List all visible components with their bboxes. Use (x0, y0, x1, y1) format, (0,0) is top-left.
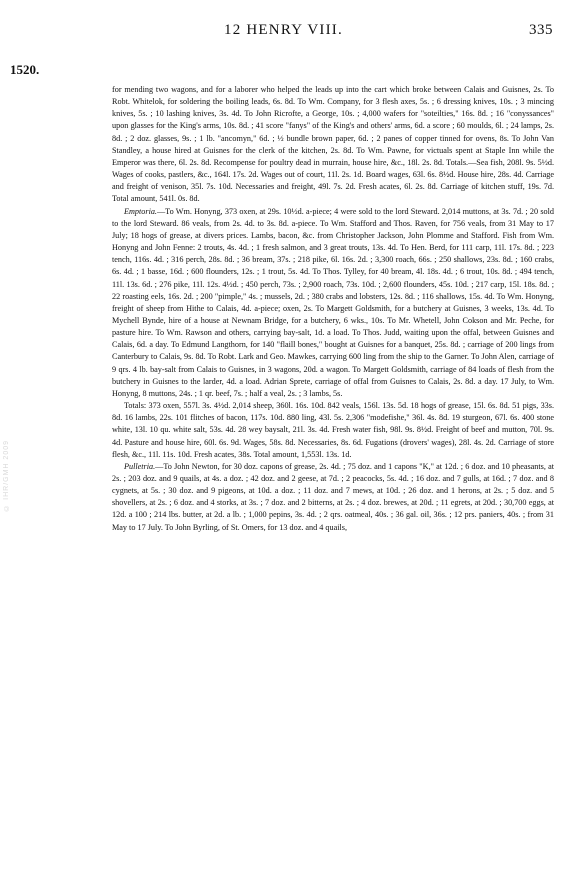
section-heading-emptoria: Emptoria. (124, 206, 157, 216)
section-heading-pulletria: Pulletria. (124, 461, 156, 471)
paragraph-text: —To John Newton, for 30 doz. capons of grease, 2s. 4d. ; 75 doz. and 1 capons "K," at 12d. ; 6 doz. and 10 pheasants, at 2s. ; 203 doz. and 9 quails, at 4s. a doz. ; 42 doz. and 2 geese, at 7d. ; 2 peacocks, 5s. 4d. ; 16 doz. and 7 gulls, at 16d. ; 7 doz. and 8 cygnets, at 5s. ; 30 doz. and 9 pigeons, at 10d. a doz. ; 11 doz. and 7 mews, at 10d. ; 26 doz. and 1 herons, at 2s. ; 5 doz. and 5 shovellers, at 2s. ; 6 doz. and 4 storks, at 3s. ; 7 doz. and 2 bitterns, at 2s. ; 4 doz. brewes, at 20d. ; 11 egrets, at 20d. ; 30,700 eggs, at 12d. a 100 ; 214 lbs. butter, at 2d. a lb. ; 1,000 pepins, 3s. 4d. ; 2 qrs. oatmeal, 40s. ; 36 gal. oil, 36s. ; 12 prs. paniers, 40s. ; from 31 May to 17 July. To John Byrling, of St. Omers, for 13 doz. and 4 quails, (112, 461, 554, 532)
watermark: © IHR/GMH 2009 (3, 440, 10, 511)
paragraph-kitchen-continued (112, 84, 554, 206)
paragraph-emptoria-totals (112, 400, 554, 461)
page-header (0, 12, 567, 52)
paragraph-pulletria (112, 461, 554, 534)
margin-year: 1520. (10, 62, 40, 77)
paragraph-emptoria (112, 206, 554, 401)
paragraph-text: for mending two wagons, and for a laborer who helped the leads up into the cart which broke between Calais and Guisnes, 2s. To Robt. Whitelok, for soldering the boiling leads, 6s. 8d. To Wm. Company, for 3 flesh axes, 5s. ; 6 dressing knives, 10s. ; 3 mincing knives, 5s. ; 10 lashing knives, 3s. 4d. To John Ricrofte, a George, 10s. ; 4,000 wafers for "soteilties," 16s. 8d. ; 16 "conyssances" upon glasses for the King's arms, 10s. 8d. ; 41 score "fanys" of the King's and others' arms, 6d. a score ; 60 moulds, 6l. ; 24 lamps, 2s. 8d. ; 2 doz. glasses, 9s. ; 1 lb. "ancomyn," 6d. ; ½ bundle brown paper, 6d. ; 2 panes of copper tinned for ovens, 8s. To John Van Standley, a house hired at Guisnes for the clerk of the kitchen, 2s. 8d. To Wm. Pawne, for victuals spent at Staple Inn while the Emperor was there, 6l. 2s. 8d. Recompense for poultry dead in murrain, house hire, &c., 18l. 2s. 8d. Totals.—Sea fish, 208l. 9s. 5½d. Wages of cooks, pastlers, &c., 164l. 17s. 2d. Wages out of court, 11l. 2s. 1d. Board wages, 63l. 6s. 8½d. House hire, 28s. 4d. Carriage and freight of venison, 35l. 7s. 10d. Necessaries and freight, 49l. 7s. 2d. Fresh acates, 6l. 2s. 8d. Carriage of kitchen stuff, 19s. 7d. Total amount, 541l. 0s. 8d. (112, 85, 554, 204)
running-title: 12 HENRY VIII. (224, 22, 343, 38)
paragraph-text: Totals: 373 oxen, 557l. 3s. 4½d. 2,014 sheep, 360l. 16s. 10d. 842 veals, 156l. 13s. 5d. 18 hogs of grease, 15l. 6s. 8d. 51 pigs, 33s. 8d. 16 lambs, 22s. 101 flitches of bacon, 117s. 10d. 880 ling, 43l. 5s. 2,306 "modefishe," 36l. 4s. 8d. 19 sturgeon, 67l. 6s. 400 stone white, 13l. 10 qu. white salt, 53s. 4d. 28 wey baysalt, 21l. 3s. 4d. Fresh water fish, 98l. 9s. 8½d. Freight of beef and mutton, 70l. 9s. 4d. Pasture and house hire, 60l. 6s. 9d. Wages, 58s. 8d. Necessaries, 8s. 6d. Fugations (drovers' wages), 28l. 4s. 2d. Carriage of store flesh, &c., 11l. 11s. 10d. Fresh acates, 38s. Total amount, 1,553l. 13s. 1d. (112, 401, 554, 459)
page-number: 335 (529, 22, 553, 38)
paragraph-text: —To Wm. Honyng, 373 oxen, at 29s. 10½d. a-piece; 4 were sold to the lord Steward. 2,014 muttons, at 3s. 7d. ; 20 sold to the lord Steward. 86 veals, from 2s. 4d. to 3s. 8d. a-piece. To Wm. Stafford and Thos. Raven, for 756 veals, from 31 May to 17 July; 18 hogs of grease, at divers prices. Lambs, bacon, &c. from Christopher Jackson, John Plomme and Stafford. Fish from Wm. Honyng and John Fenne: 2 trouts, 4s. 4d. ; 1 fresh salmon, and 3 great trouts, 13s. 4d. To Hen. Berd, for 111 carp, 11l. 17s. 8d. ; 223 tench, 116s. 4d. ; 316 perch, 28s. 8d. ; 36 bream, 37s. ; 218 pike, 6l. 16s. 2d. ; 3,300 roach, 66s. ; 250 shallows, 23s. 8d. ; 160 crabs, 6s. 4d. ; 1 basse, 16d. ; 600 flounders, 12s. ; 1 trout, 5s. 4d. To Thos. Tylley, for 40 bream, 4l. 18s. 4d. ; 6 trout, 10s. 8d. ; 494 tench, 11l. 13s. 6d. ; 276 pike, 11l. 12s. 4½d. ; 450 perch, 73s. ; 2,900 roach, 73s. 10d. ; 2,600 flounders, 45s. 10d. ; 217 carp, 15l. 18s. 8d. ; 22 roasting eels, 16s. 2d. ; 200 "pimple," 4s. ; mussels, 2d. ; 380 crabs and lobsters, 12s. 8d. ; 116 shallows, 15s. 4d. To Wm. Honyng, freight of sheep from Hithe to Calais, 4d. a-piece; oxen, 2s. To Margett Goldsmith, for a butchery at Guisnes, 3 weeks, 13s. 4d. To Mychell Bynde, hire of a house at Newnam Bridge, for a butchery, 6 wks., 10s. To Mr. Whetell, John Cokson and Mr. Peche, for pasture hire. To Wm. Rawson and others, carrying bay-salt, 1d. a load. To Thos. Judd, waiting upon the offal, between Guisnes and Calais, 6d. a day. To Edmund Langthorn, for 140 "flaill bones," bought at Guisnes for a banquet, 25s. 8d. ; carriage of 200 lings from Canterbury to Calais, 9s. 8d. To Robt. Lark and Geo. Mawkes, carrying 600 ling from the ship to the Garner. To John Alen, carriage of 9 qrs. 4 lb. bay-salt from Calais to Guisnes, in 3 wagons, 20d. a wagon. To Margett Goldsmith, carriage of 84 loads of flesh from the butchery in Guisnes to the larder, 4d. a load. Adrian Sprete, carriage of offal from Guisnes to Calais, 2s. 8d. a day. 17 July, to Wm. Honyng, 8 muttons, 24s. ; 1 qr. beef, 7s. ; half a veal, 2s. ; 3 lambs, 5s. (112, 206, 554, 398)
body-text (112, 84, 554, 534)
